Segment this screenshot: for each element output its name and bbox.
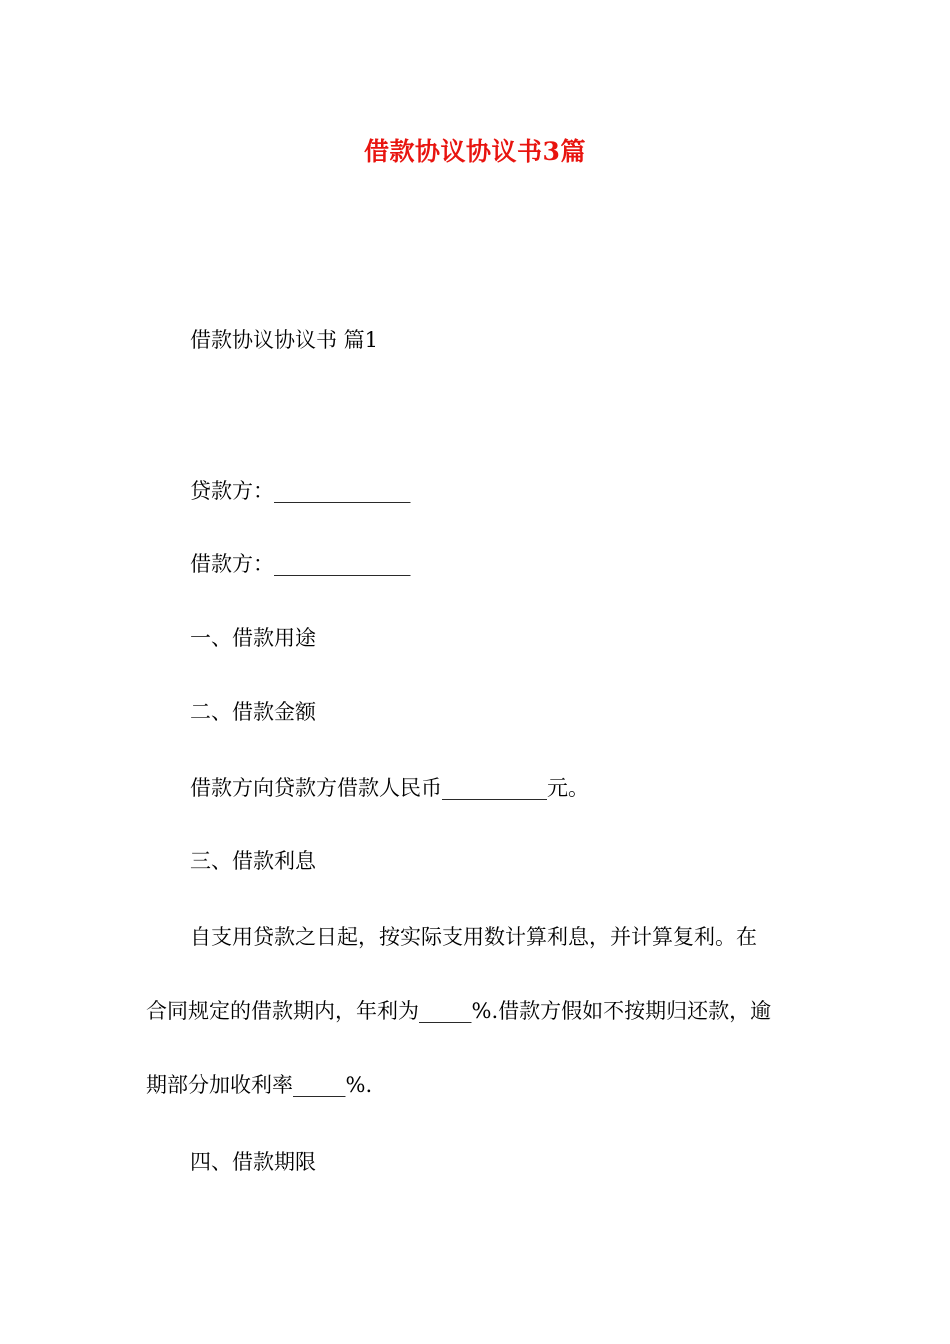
document-title: 借款协议协议书3篇	[364, 137, 586, 166]
lender-line: 贷款方：_____________	[190, 479, 411, 503]
heading-loan-term: 四、借款期限	[190, 1150, 316, 1174]
heading-loan-interest: 三、借款利息	[190, 849, 316, 873]
heading-loan-amount: 二、借款金额	[190, 700, 316, 724]
interest-paragraph-line-2: 合同规定的借款期内，年利为_____%.借款方假如不按期归还款，逾	[146, 999, 772, 1023]
heading-loan-purpose: 一、借款用途	[190, 626, 316, 650]
interest-paragraph-line-3: 期部分加收利率_____%.	[146, 1073, 373, 1097]
interest-paragraph-line-1: 自支用贷款之日起，按实际支用数计算利息，并计算复利。在	[190, 925, 757, 949]
loan-amount-line: 借款方向贷款方借款人民币__________元。	[190, 776, 589, 800]
section-heading: 借款协议协议书 篇1	[190, 328, 379, 352]
borrower-line: 借款方：_____________	[190, 552, 411, 576]
